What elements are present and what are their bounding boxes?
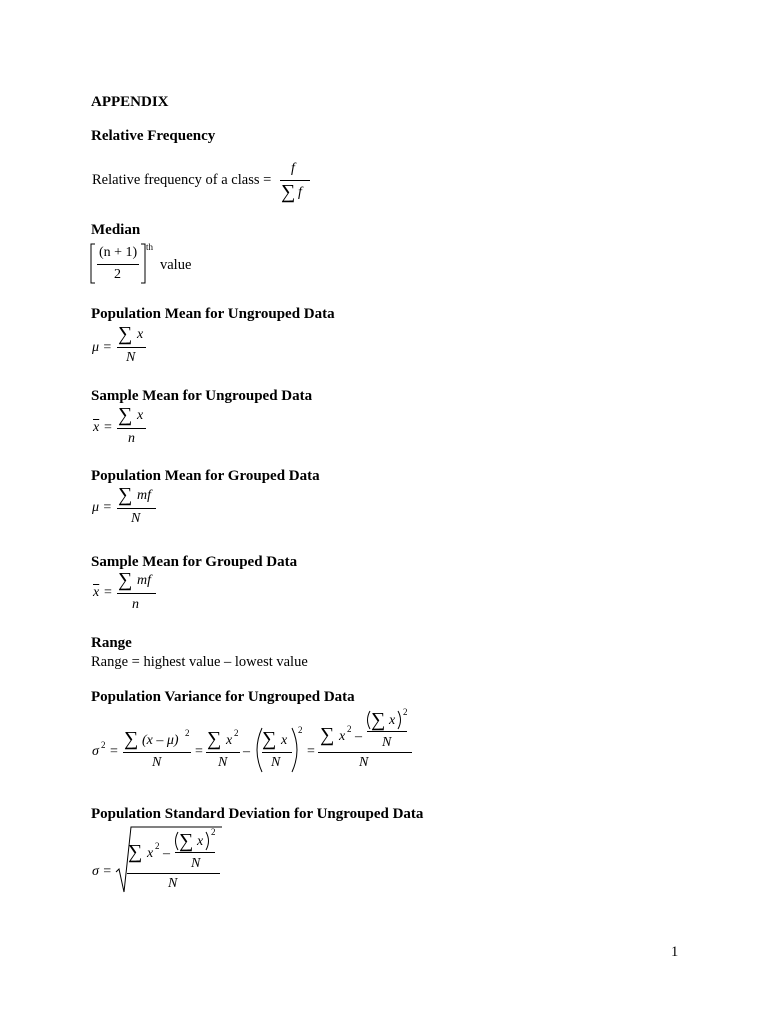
term4-denominator: N: [359, 755, 369, 770]
numerator-var: x: [137, 327, 144, 342]
sd-square: 2: [155, 841, 160, 851]
inner-x: x: [197, 834, 204, 849]
sigma-symbol: ∑: [124, 728, 139, 750]
sample-mean-ungrouped-heading: Sample Mean for Ungrouped Data: [91, 388, 313, 404]
equals: =: [307, 744, 315, 759]
sd-x: x: [147, 846, 154, 861]
median-suffix: value: [160, 257, 192, 273]
sigma-symbol: ∑: [207, 728, 222, 750]
numerator-var: mf: [137, 488, 151, 503]
inner-square: 2: [211, 827, 216, 837]
appendix-title: APPENDIX: [91, 94, 169, 110]
lhs-mu: μ =: [92, 340, 112, 355]
relative-frequency-label: Relative frequency of a class =: [92, 172, 272, 188]
sigma-symbol: ∑: [128, 841, 143, 863]
sigma-symbol: ∑: [118, 484, 133, 506]
sigma-symbol: ∑: [118, 569, 133, 591]
range-formula: Range = highest value – lowest value: [91, 654, 308, 670]
sigma-symbol: ∑: [179, 830, 194, 852]
sd-denominator: N: [168, 876, 178, 891]
denominator: n: [128, 431, 135, 446]
term1-denominator: N: [152, 755, 162, 770]
term2-denominator: N: [218, 755, 228, 770]
minus: –: [355, 729, 362, 744]
inner-denominator: N: [191, 856, 201, 871]
sigma-symbol: ∑: [320, 724, 335, 746]
term3-x: x: [281, 733, 288, 748]
median-heading: Median: [91, 222, 141, 238]
sigma-symbol: ∑: [281, 181, 296, 203]
fraction-bar: [127, 873, 220, 874]
sample-mean-grouped-heading: Sample Mean for Grouped Data: [91, 554, 298, 570]
sigma-symbol: ∑: [118, 323, 133, 345]
term2-square: 2: [234, 728, 239, 738]
median-superscript: th: [146, 242, 154, 252]
equals: =: [104, 585, 112, 600]
term1-square: 2: [185, 728, 190, 738]
numerator-var: mf: [137, 573, 151, 588]
denominator: n: [132, 597, 139, 612]
term3-square: 2: [298, 725, 303, 735]
range-heading: Range: [91, 635, 132, 651]
lhs-sigma: σ: [92, 744, 99, 759]
relative-frequency-denominator: f: [298, 185, 302, 200]
equals: =: [195, 744, 203, 759]
pop-sd-heading: Population Standard Deviation for Ungrouped Data: [91, 806, 424, 822]
term4-x: x: [339, 729, 346, 744]
term3-denominator: N: [271, 755, 281, 770]
inner-x: x: [389, 713, 396, 728]
relative-frequency-heading: Relative Frequency: [91, 128, 216, 144]
minus: –: [243, 744, 250, 759]
lhs-sigma: σ =: [92, 864, 112, 879]
relative-frequency-numerator: f: [291, 161, 295, 176]
lhs-mu: μ =: [92, 500, 112, 515]
minus: –: [163, 846, 170, 861]
lhs-xbar: $\overline{x}$: [93, 420, 100, 435]
inner-fraction-bar: [175, 852, 215, 853]
lhs-xbar: $\overline{x}$: [93, 585, 100, 600]
inner-square: 2: [403, 707, 408, 717]
lhs-superscript: 2: [101, 740, 106, 750]
term4-square: 2: [347, 724, 352, 734]
median-denominator: 2: [114, 267, 121, 282]
equals: =: [110, 744, 118, 759]
page-number: 1: [671, 944, 679, 960]
term2-x: x: [226, 733, 233, 748]
numerator-var: x: [137, 408, 144, 423]
term1-numerator: (x – μ): [142, 733, 179, 748]
pop-variance-heading: Population Variance for Ungrouped Data: [91, 689, 355, 705]
pop-mean-ungrouped-heading: Population Mean for Ungrouped Data: [91, 306, 335, 322]
inner-denominator: N: [382, 735, 392, 750]
median-numerator: (n + 1): [99, 245, 138, 260]
sigma-symbol: ∑: [371, 709, 386, 731]
denominator: N: [126, 350, 136, 365]
pop-mean-grouped-heading: Population Mean for Grouped Data: [91, 468, 320, 484]
sigma-symbol: ∑: [262, 728, 277, 750]
sigma-symbol: ∑: [118, 404, 133, 426]
denominator: N: [131, 511, 141, 526]
equals: =: [104, 420, 112, 435]
